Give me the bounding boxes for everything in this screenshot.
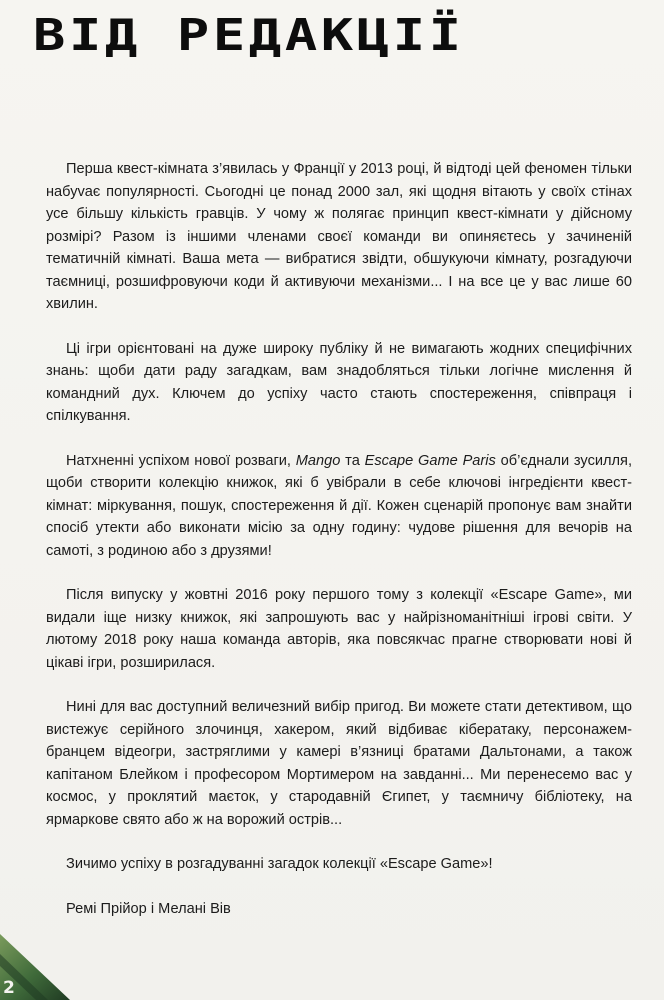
paragraph bbox=[46, 898, 632, 921]
page-number: 2 bbox=[3, 978, 15, 998]
text-run: Ці ігри орієнтовані на дуже широку публіку й не вимагають жодних специфічних знань: щоби дати раду загадкам, вам знадобляться тільки логічне мислення й командний дух. Ключем до успіху часто стають спостереження, співпраця і спілкування. bbox=[46, 340, 632, 424]
paragraph bbox=[46, 696, 632, 831]
text-run: Перша квест-кімната з’явилась у Франції у 2013 році, й відтоді цей феномен тільки набуvає популярності. Сьогодні це понад 2000 зал, які щодня вітають у своїх стінах усе більшу кількість гравців. У чому ж полягає принцип квест-кімнати у дійсному розмірі? Разом із іншими членами своєї команди ви опиняєтесь у зачиненій тематичній кімнаті. Ваша мета — вибратися звідти, обшукуючи кімнату, розгадуючи таємниці, розшифровуючи коди й активуючи механізми... І на все це у вас лише 60 хвилин. bbox=[46, 161, 632, 312]
paragraph bbox=[46, 450, 632, 563]
paragraph bbox=[46, 158, 632, 316]
text-run: об’єднали зусилля, щоби створити колекцію книжок, які б увібрали в себе ключові інгредієнти квест-кімнат: міркування, пошук, спостереження й дії. Кожен сценарій пропонує вам знайти спосіб утекти або виконати місію за одну годину: чудове рішення для вечорів на самоті, з родиною або з друзями! bbox=[46, 452, 633, 559]
text-run: Натхненні успіхом нової розваги, bbox=[66, 452, 296, 469]
page-title: ВІД РЕДАКЦІЇ bbox=[33, 10, 465, 61]
text-run: та bbox=[340, 452, 365, 469]
italic-text: Escape Game Paris bbox=[364, 452, 496, 469]
text-run: Після випуску у жовтні 2016 року першого тому з колекції «Escape Game», ми видали іще низку книжок, які запрошують вас у найрізноманітніші ігрові світи. У лютому 2018 року наша команда авторів, яка повсякчас прагне створювати нові й цікаві ігри, розширилася. bbox=[46, 587, 632, 671]
text-run: Нині для вас доступний величезний вибір пригод. Ви можете стати детективом, що вистежує серійного злочинця, хакером, який відбиває кібератаку, персонажем-бранцем відеогри, застряглими у камері в’язниці братами Дальтонами, а також капітаном Блейком і професором Мортимером на завданні... Ми перенесемо вас у космос, у проклятий маєток, у стародавній Єгипет, у таємничу бібліотеку, на ярмаркове свято або ж на ворожий острів... bbox=[46, 699, 632, 828]
text-run: Ремі Прійор і Мелані Вів bbox=[66, 900, 231, 917]
text-run: Зичимо успіху в розгадуванні загадок колекції «Escape Game»! bbox=[66, 856, 493, 872]
italic-text: Mango bbox=[295, 452, 341, 469]
editorial-text bbox=[46, 158, 632, 942]
paragraph bbox=[46, 584, 632, 674]
paragraph bbox=[46, 338, 632, 428]
paragraph bbox=[46, 853, 632, 876]
